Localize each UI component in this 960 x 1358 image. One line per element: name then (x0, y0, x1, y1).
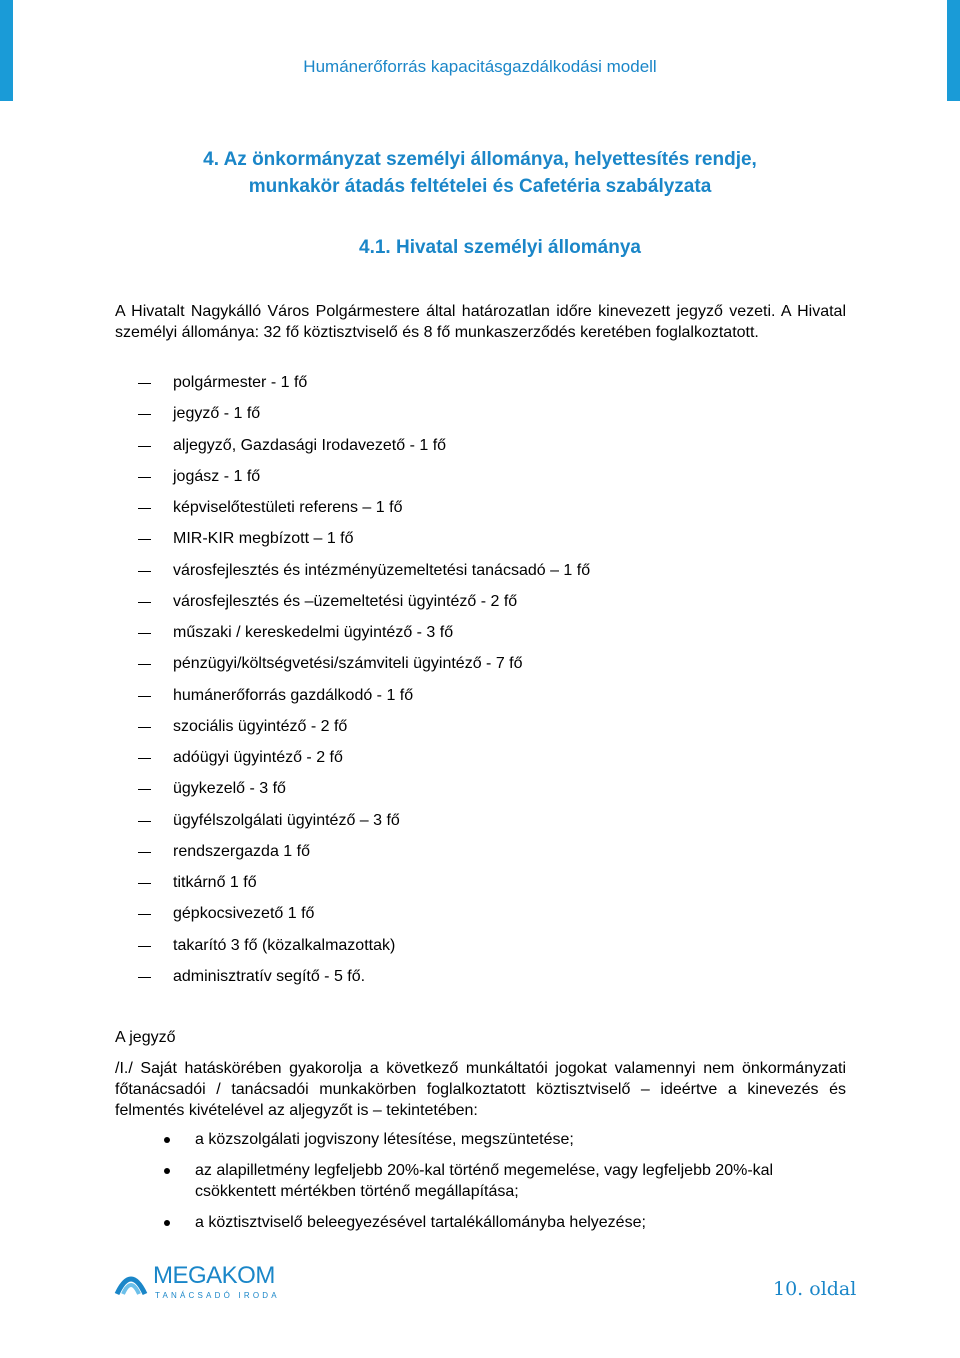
document-header: Humánerőforrás kapacitásgazdálkodási modell (303, 57, 657, 76)
dash-marker (138, 664, 151, 665)
staff-list-item: képviselőtestületi referens – 1 fő (0, 497, 960, 528)
bullet-dot (164, 1137, 170, 1143)
intro-paragraph: A Hivatalt Nagykálló Város Polgármestere által határozatlan időre kinevezett jegyző vezeti. A Hivatal személyi állománya: 32 fő köztisztviselő és 8 fő munkaszerződés keretében foglalkoztatott. (115, 303, 846, 341)
staff-list-item: adóügyi ügyintéző - 2 fő (0, 747, 960, 778)
staff-list-item: aljegyző, Gazdasági Irodavezető - 1 fő (0, 435, 960, 466)
jegyzo-label: A jegyző (115, 1029, 176, 1046)
staff-list-item: takarító 3 fő (közalkalmazottak) (0, 935, 960, 966)
staff-list-item: pénzügyi/költségvetési/számviteli ügyintéző - 7 fő (0, 653, 960, 684)
dash-marker (138, 852, 151, 853)
dash-marker (138, 821, 151, 822)
bullet-item: a közszolgálati jogviszony létesítése, megszüntetése; (0, 1129, 960, 1160)
dash-marker (138, 914, 151, 915)
dash-marker (138, 977, 151, 978)
rights-paragraph: /I./ Saját hatáskörében gyakorolja a következő munkáltatói jogokat valamennyi nem önkormányzati főtanácsadói / tanácsadói munkakörben foglalkoztatott köztisztviselő – ideértve a kinevezés és felmentés kivételével az aljegyzőt is – tekintetében: (115, 1060, 846, 1119)
dash-marker (138, 946, 151, 947)
staff-list-item: rendszergazda 1 fő (0, 841, 960, 872)
staff-list-item: szociális ügyintéző - 2 fő (0, 716, 960, 747)
staff-list-item: ügyfélszolgálati ügyintéző – 3 fő (0, 810, 960, 841)
logo-subtitle: TANÁCSADÓ IRODA (155, 1291, 280, 1300)
dash-marker (138, 477, 151, 478)
staff-list-item: polgármester - 1 fő (0, 372, 960, 403)
dash-marker (138, 758, 151, 759)
dash-marker (138, 696, 151, 697)
chapter-title (150, 146, 810, 200)
left-accent-bar (0, 0, 13, 101)
section-title: 4.1. Hivatal személyi állománya (359, 237, 641, 258)
dash-marker (138, 508, 151, 509)
staff-list-item: humánerőforrás gazdálkodó - 1 fő (0, 685, 960, 716)
staff-list-item: jogász - 1 fő (0, 466, 960, 497)
staff-list (0, 372, 960, 997)
staff-list-item: gépkocsivezető 1 fő (0, 903, 960, 934)
staff-list-item: MIR-KIR megbízott – 1 fő (0, 528, 960, 559)
bullet-item: a köztisztviselő beleegyezésével tartalékállományba helyezése; (0, 1212, 960, 1243)
logo-name: MEGAKOM (153, 1262, 275, 1289)
dash-marker (138, 602, 151, 603)
staff-list-item: városfejlesztés és intézményüzemeltetési tanácsadó – 1 fő (0, 560, 960, 591)
staff-list-item: ügykezelő - 3 fő (0, 778, 960, 809)
dash-marker (138, 383, 151, 384)
staff-list-item: jegyző - 1 fő (0, 403, 960, 434)
dash-marker (138, 414, 151, 415)
dash-marker (138, 727, 151, 728)
chapter-title-line1: 4. Az önkormányzat személyi állománya, helyettesítés rendje, (203, 149, 757, 170)
bullet-dot (164, 1220, 170, 1226)
right-accent-bar (947, 0, 960, 101)
chapter-title-line2: munkakör átadás feltételei és Cafetéria szabályzata (248, 176, 712, 197)
dash-marker (138, 633, 151, 634)
page-number: 10. oldal (773, 1278, 857, 1300)
megakom-logo (113, 1262, 283, 1312)
dash-marker (138, 446, 151, 447)
dash-marker (138, 789, 151, 790)
dash-marker (138, 539, 151, 540)
staff-list-item: műszaki / kereskedelmi ügyintéző - 3 fő (0, 622, 960, 653)
bullet-dot (164, 1168, 170, 1174)
dash-marker (138, 571, 151, 572)
staff-list-item: adminisztratív segítő - 5 fő. (0, 966, 960, 997)
staff-list-item: városfejlesztés és –üzemeltetési ügyintéző - 2 fő (0, 591, 960, 622)
bullet-item: az alapilletmény legfeljebb 20%-kal történő megemelése, vagy legfeljebb 20%-kal csökkentett mértékben történő megállapítása; (0, 1160, 960, 1212)
staff-list-item: titkárnő 1 fő (0, 872, 960, 903)
rights-bullet-list (0, 1129, 960, 1243)
megakom-logo-icon (113, 1264, 149, 1300)
dash-marker (138, 883, 151, 884)
